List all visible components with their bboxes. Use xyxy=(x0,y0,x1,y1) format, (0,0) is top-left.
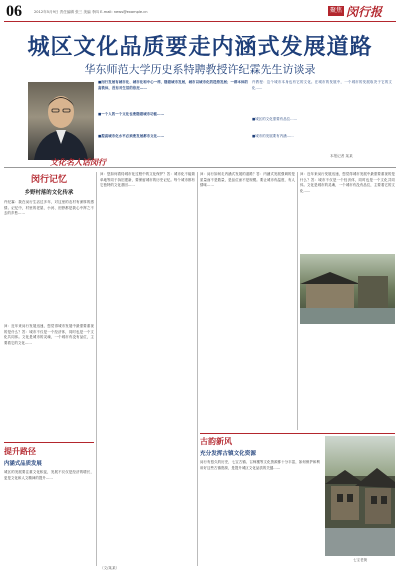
lead-paragraph: ■城区的文化需要有品位…… xyxy=(252,117,298,121)
sidebar-1 xyxy=(4,172,94,320)
portrait-caption: 文化名人话闵行 xyxy=(50,157,106,167)
town-photo xyxy=(325,436,395,556)
sidebar-2-body: 城区的发展要注重文化积淀，发展不仅仅是经济的增长，更是文化和人文精神的提升…… xyxy=(4,470,94,480)
section-badge: 闵行报 xyxy=(346,5,383,19)
sidebar-2 xyxy=(4,446,94,566)
page-header xyxy=(0,0,400,22)
portrait-illustration xyxy=(28,82,94,160)
photo-caption: 七宝老街 xyxy=(352,558,368,562)
lead-block-right xyxy=(252,80,392,152)
sidebar-3-heading: 古韵新风 xyxy=(200,436,232,446)
main-column-3: 问：闵行如何走内涵式发展的道路？答：内涵式发展强调的是质量而不是数量，是品位而不是规模。要让城市有温度，有人情味…… xyxy=(200,172,295,188)
footer-note: （文/某某） xyxy=(100,566,120,570)
sidebar-1-body: 许纪霖：我在闵行生活过多年，对这里的农村有深厚的感情。记忆中，村里的老屋、小河、田野都是我心中挥之不去的乡愁…… xyxy=(4,200,94,216)
main-column-1: 问：近年来闵行发展迅速，您觉得城市发展中最需要重视的是什么？答：城市不仅是一个经济体，同时也是一个文化共同体。文化是城市的灵魂，一个城市有没有品位，主要看它的文化…… xyxy=(4,324,94,345)
byline: 本报记者 某某 xyxy=(330,154,353,158)
sidebar-3 xyxy=(200,436,320,566)
page-number: 06 xyxy=(6,3,22,20)
lead-paragraph: ■提高城市化水平必须要发展都市文化…… xyxy=(98,134,165,138)
sidebar-1-title: 乡野村落的文化传承 xyxy=(24,190,74,196)
portrait-photo xyxy=(28,82,94,160)
lead-divider xyxy=(4,167,396,168)
sidebar-divider xyxy=(4,442,94,443)
headline: 城区文化品质要走内涵式发展道路 xyxy=(27,34,373,60)
lead-paragraph: 许教授：这个城市本身也有它的文化。在城市的发展中，一个城市的发展取决于它的文化…… xyxy=(252,80,392,90)
lead-paragraph: ■一个人的一个文化也要随着城市功能…… xyxy=(98,112,165,116)
column-rule xyxy=(297,172,298,430)
garden-photo xyxy=(300,254,395,324)
sidebar-3-title: 充分发挥古镇文化资源 xyxy=(200,451,256,457)
meta-line: 2012年5月9日 责任编辑 张三 美编 李四 E-mail: news@example.cn xyxy=(34,10,148,14)
lead-paragraph: ■闵行发展有城市化、城市化和中心一样，随着城市发展，城市以城市化的趋势发展；一群本体的高铁体，没有对生活的依托…… xyxy=(98,80,248,90)
garden-illustration xyxy=(300,254,395,324)
header-rule xyxy=(4,21,396,22)
column-tag: 聚焦 xyxy=(329,7,342,14)
main-column-2: 问：您如何看待城市化过程中的文化保护？答：城市化不能简单地等同于拆旧建新，要保留城市的历史记忆。每个城市都有它独特的文化基因…… xyxy=(100,172,195,188)
lead-paragraph: ■城市的发展要有内涵…… xyxy=(252,134,294,138)
lead-block-left xyxy=(98,80,248,152)
sidebar-2-heading: 提升路径 xyxy=(4,446,36,456)
column-rule xyxy=(96,172,97,566)
subheadline: 华东师范大学历史系特聘教授许纪霖先生访谈录 xyxy=(84,63,316,76)
main-column-4: 问：近年来闵行发展迅速，您觉得城市发展中最需要重视的是什么？答：城市不仅是一个经济体，同时也是一个文化共同体。文化是城市的灵魂，一个城市有没有品位，主要看它的文化…… xyxy=(300,172,395,193)
town-illustration xyxy=(325,436,395,556)
column-rule xyxy=(197,172,198,566)
sidebar-2-title: 内涵式品质发展 xyxy=(4,461,42,467)
sidebar-divider xyxy=(200,433,395,434)
sidebar-3-body: 闵行有悠久的历史，七宝古镇、召稼楼等文化资源都十分丰富，如何保护和利用好这些古镇资源，是提升城区文化品质的关键…… xyxy=(200,460,320,470)
sidebar-1-heading: 闵行记忆 xyxy=(30,175,67,185)
